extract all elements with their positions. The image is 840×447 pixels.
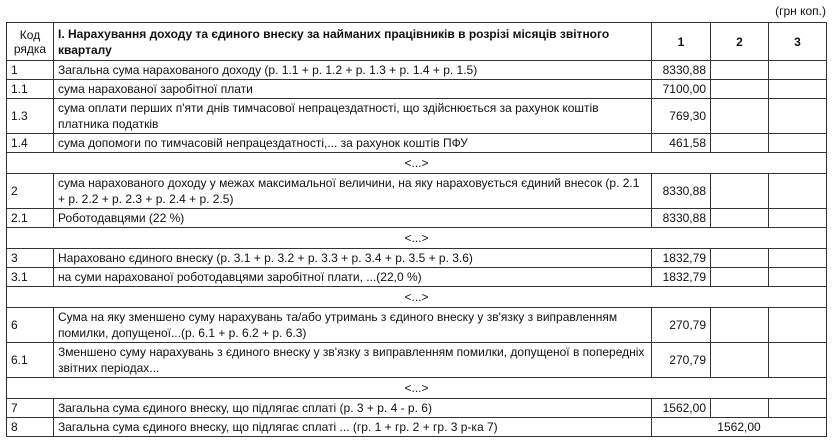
row-code: 6.1 <box>7 343 54 378</box>
row-desc: Зменшено суму нарахувань з єдиного внеску у зв'язку з виправленням помилки, допущеної в попередніх звітних періодах... <box>54 343 652 378</box>
header-title: I. Нарахування доходу та єдиного внеску за найманих працівників в розрізі місяців звітного кварталу <box>54 23 652 61</box>
row-col-3 <box>769 268 827 287</box>
row-col-2 <box>711 249 769 268</box>
header-col-2: 2 <box>711 23 769 61</box>
row-col-2 <box>711 134 769 153</box>
ellipsis-marker: <...> <box>7 378 827 399</box>
row-col-2 <box>711 61 769 80</box>
table-row <box>7 80 827 99</box>
row-code: 3 <box>7 249 54 268</box>
report-table <box>6 22 827 437</box>
row-col-1: 461,58 <box>652 134 711 153</box>
row-col-1: 1832,79 <box>652 249 711 268</box>
table-row <box>7 209 827 228</box>
table-row <box>7 399 827 418</box>
row-col-2 <box>711 174 769 209</box>
row-desc: Загальна сума нарахованого доходу (р. 1.1 + р. 1.2 + р. 1.3 + р. 1.4 + р. 1.5) <box>54 61 652 80</box>
row-col-1: 8330,88 <box>652 61 711 80</box>
table-row <box>7 61 827 80</box>
omitted-rows <box>7 153 827 174</box>
table-row <box>7 308 827 343</box>
header-col-3: 3 <box>769 23 827 61</box>
row-col-3 <box>769 399 827 418</box>
row-col-2 <box>711 399 769 418</box>
row-desc: на суми нарахованої роботодавцями заробітної плати, ...(22,0 %) <box>54 268 652 287</box>
row-col-2 <box>711 99 769 134</box>
row-code: 1 <box>7 61 54 80</box>
table-row <box>7 99 827 134</box>
row-code: 2 <box>7 174 54 209</box>
ellipsis-marker: <...> <box>7 287 827 308</box>
header-code: Код рядка <box>7 23 54 61</box>
row-col-3 <box>769 80 827 99</box>
row-col-3 <box>769 99 827 134</box>
row-col-1: 270,79 <box>652 308 711 343</box>
row-col-1: 8330,88 <box>652 174 711 209</box>
row-col-2 <box>711 80 769 99</box>
row-col-3 <box>769 209 827 228</box>
row-code: 7 <box>7 399 54 418</box>
table-row <box>7 343 827 378</box>
row-desc: Загальна сума єдиного внеску, що підлягає сплаті (р. 3 + р. 4 - р. 6) <box>54 399 652 418</box>
row-col-2 <box>711 209 769 228</box>
row-col-1: 8330,88 <box>652 209 711 228</box>
row-desc: сума нарахованої заробітної плати <box>54 80 652 99</box>
row-col-3 <box>769 61 827 80</box>
table-row <box>7 418 827 437</box>
row-col-3 <box>769 174 827 209</box>
row-col-1: 769,30 <box>652 99 711 134</box>
row-col-2 <box>711 308 769 343</box>
row-code: 2.1 <box>7 209 54 228</box>
row-desc: Сума на яку зменшено суму нарахувань та/або утримань з єдиного внеску у зв'язку з виправленням помилки, допущеної...(р. 6.1 + р. 6.2 + р. 6.3) <box>54 308 652 343</box>
omitted-rows <box>7 228 827 249</box>
row-col-3 <box>769 249 827 268</box>
row-col-3 <box>769 134 827 153</box>
row-code: 1.3 <box>7 99 54 134</box>
table-row <box>7 268 827 287</box>
table-row <box>7 134 827 153</box>
row-desc: сума оплати перших п'яти днів тимчасової непрацездатності, що здійснюється за рахунок коштів платника податків <box>54 99 652 134</box>
row-merged-total: 1562,00 <box>652 418 827 437</box>
row-code: 6 <box>7 308 54 343</box>
table-row <box>7 174 827 209</box>
omitted-rows <box>7 287 827 308</box>
row-code: 8 <box>7 418 54 437</box>
row-code: 1.4 <box>7 134 54 153</box>
row-desc: Нараховано єдиного внеску (р. 3.1 + р. 3.2 + р. 3.3 + р. 3.4 + р. 3.5 + р. 3.6) <box>54 249 652 268</box>
row-desc: сума допомоги по тимчасовій непрацездатності,... за рахунок коштів ПФУ <box>54 134 652 153</box>
ellipsis-marker: <...> <box>7 153 827 174</box>
row-col-3 <box>769 343 827 378</box>
row-code: 1.1 <box>7 80 54 99</box>
ellipsis-marker: <...> <box>7 228 827 249</box>
row-desc: Роботодавцями (22 %) <box>54 209 652 228</box>
table-header-row <box>7 23 827 61</box>
row-col-3 <box>769 308 827 343</box>
omitted-rows <box>7 378 827 399</box>
row-col-1: 1562,00 <box>652 399 711 418</box>
header-col-1: 1 <box>652 23 711 61</box>
row-col-1: 270,79 <box>652 343 711 378</box>
row-col-2 <box>711 268 769 287</box>
row-desc: сума нарахованого доходу у межах максимальної величини, на яку нараховується єдиний внесок (р. 2.1 + р. 2.2 + р. 2.3 + р. 2.4 + р. 2.5) <box>54 174 652 209</box>
row-desc: Загальна сума єдиного внеску, що підлягає сплаті ... (гр. 1 + гр. 2 + гр. 3 р-ка 7) <box>54 418 652 437</box>
row-col-2 <box>711 343 769 378</box>
table-row <box>7 249 827 268</box>
row-code: 3.1 <box>7 268 54 287</box>
row-col-1: 7100,00 <box>652 80 711 99</box>
units-label: (грн коп.) <box>775 4 826 18</box>
row-col-1: 1832,79 <box>652 268 711 287</box>
